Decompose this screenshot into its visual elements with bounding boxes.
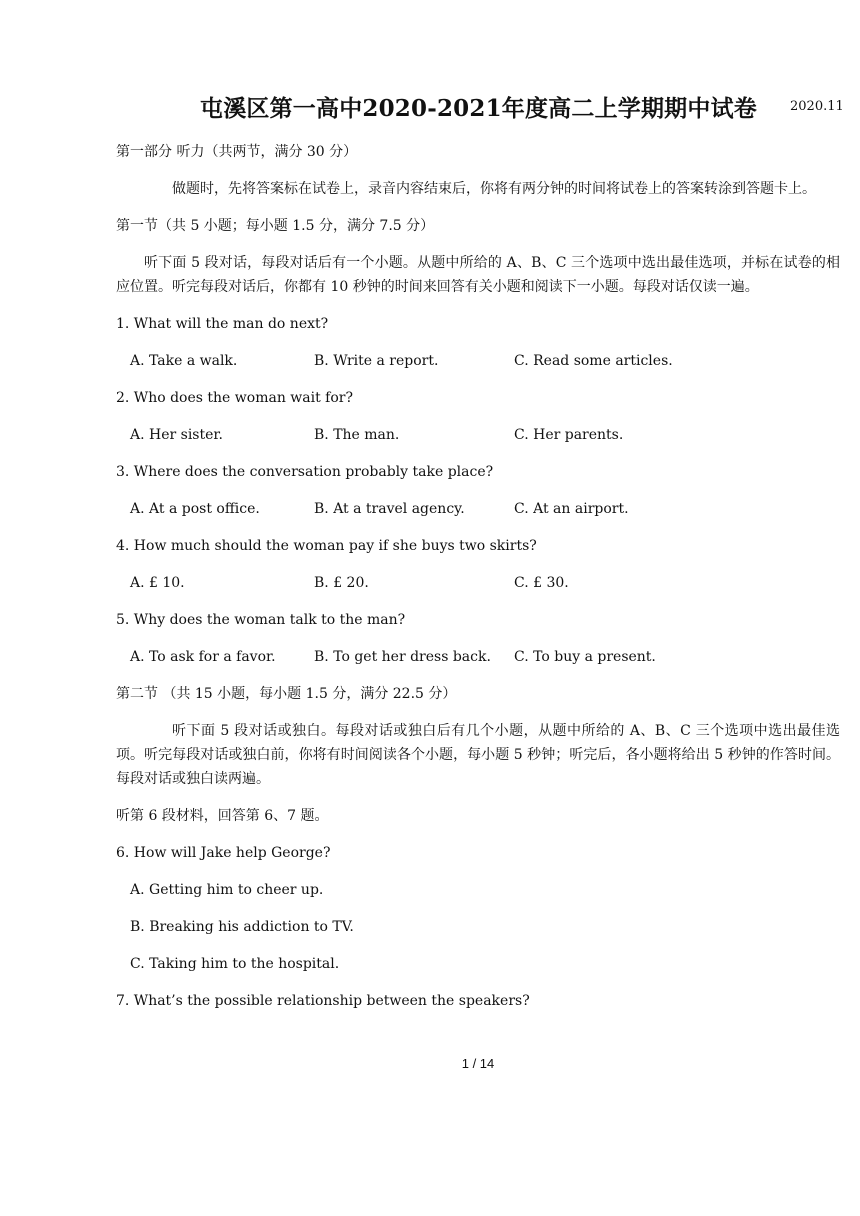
question-3-options	[116, 497, 840, 521]
option-c: C. Read some articles.	[514, 353, 673, 369]
question-4-options	[116, 571, 840, 595]
question-2: 2. Who does the woman wait for?	[116, 390, 353, 406]
question-3: 3. Where does the conversation probably take place?	[116, 464, 494, 480]
option-c: C. To buy a present.	[514, 649, 656, 665]
question-1: 1. What will the man do next?	[116, 316, 329, 332]
option-c: C. Taking him to the hospital.	[130, 956, 340, 972]
option-c: C. At an airport.	[514, 501, 629, 517]
section-one-heading: 第一节（共 5 小题；每小题 1.5 分，满分 7.5 分）	[116, 218, 435, 234]
option-a: A. Take a walk.	[130, 353, 238, 369]
question-1-options	[116, 349, 840, 373]
option-a: A. Her sister.	[130, 427, 224, 443]
page-number: 1 / 14	[461, 1056, 495, 1071]
option-b: B. The man.	[314, 427, 400, 443]
option-a: A. Getting him to cheer up.	[130, 882, 324, 898]
option-a: A. £ 10.	[130, 575, 185, 591]
question-7: 7. What’s the possible relationship between the speakers?	[116, 993, 530, 1009]
option-b: B. Write a report.	[314, 353, 439, 369]
exam-date: 2020.11	[790, 99, 844, 114]
question-5-options	[116, 645, 840, 669]
question-2-options	[116, 423, 840, 447]
part-one-intro: 做题时，先将答案标在试卷上，录音内容结束后，你将有两分钟的时间将试卷上的答案转涂到答题卡上。	[172, 181, 816, 197]
option-b: B. £ 20.	[314, 575, 369, 591]
section-two-instructions: 听下面 5 段对话或独白。每段对话或独白后有几个小题，从题中所给的 A、B、C 三个选项中选出最佳选项。听完每段对话或独白前，你将有时间阅读各个小题，每小题 5 秒钟；听完后，各小题将给出 5 秒钟的作答时间。每段对话或独白读两遍。	[116, 723, 840, 787]
question-5: 5. Why does the woman talk to the man?	[116, 612, 406, 628]
option-b: B. To get her dress back.	[314, 649, 491, 665]
option-a: A. To ask for a favor.	[130, 649, 276, 665]
exam-title: 屯溪区第一高中2020-2021年度高二上学期期中试卷	[200, 95, 757, 122]
exam-content	[116, 140, 840, 1026]
option-b: B. At a travel agency.	[314, 501, 465, 517]
option-b: B. Breaking his addiction to TV.	[130, 919, 354, 935]
option-c: C. Her parents.	[514, 427, 624, 443]
section-one-instructions: 听下面 5 段对话，每段对话后有一个小题。从题中所给的 A、B、C 三个选项中选出最佳选项，并标在试卷的相应位置。听完每段对话后，你都有 10 秒钟的时间来回答有关小题和阅读下一小题。每段对话仅读一遍。	[116, 255, 840, 295]
section-two-heading: 第二节 （共 15 小题，每小题 1.5 分，满分 22.5 分）	[116, 686, 457, 702]
option-a: A. At a post office.	[130, 501, 260, 517]
part-one-heading: 第一部分 听力（共两节，满分 30 分）	[116, 144, 358, 160]
question-6: 6. How will Jake help George?	[116, 845, 331, 861]
option-c: C. £ 30.	[514, 575, 569, 591]
question-4: 4. How much should the woman pay if she buys two skirts?	[116, 538, 537, 554]
material-note: 听第 6 段材料，回答第 6、7 题。	[116, 808, 329, 824]
